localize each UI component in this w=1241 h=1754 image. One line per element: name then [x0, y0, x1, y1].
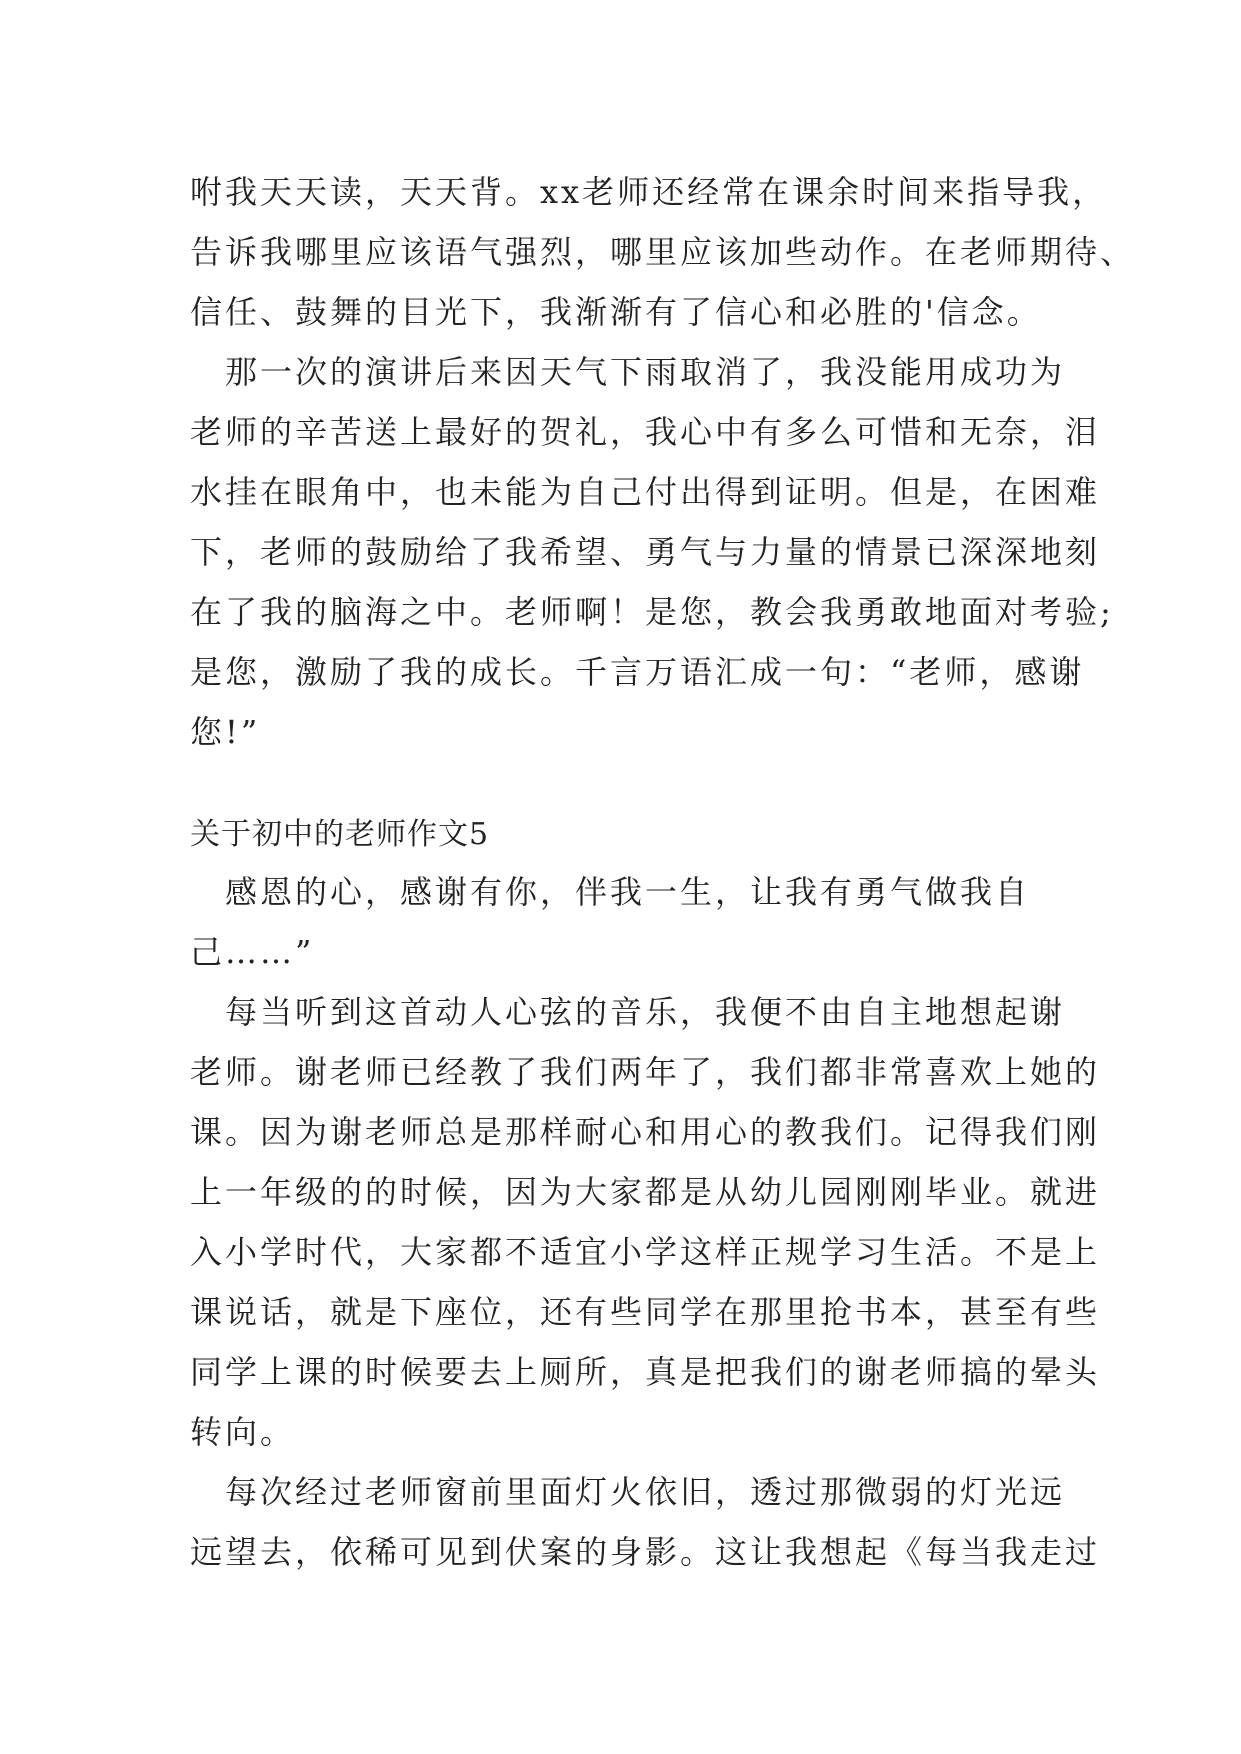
text-line: 告诉我哪里应该语气强烈，哪里应该加些动作。在老师期待、 [190, 233, 1136, 271]
text-line: 入小学时代，大家都不适宜小学这样正规学习生活。不是上 [190, 1233, 1101, 1271]
text-line: 感恩的心，感谢有你，伴我一生，让我有勇气做我自 [190, 873, 1031, 911]
text-line: 您!” [190, 713, 261, 751]
text-line: 每次经过老师窗前里面灯火依旧，透过那微弱的灯光远 [190, 1473, 1066, 1511]
text-line: 己……” [190, 933, 315, 971]
text-line: 转向。 [190, 1413, 296, 1451]
text-line: 每当听到这首动人心弦的音乐，我便不由自主地想起谢 [190, 993, 1066, 1031]
text-line: 上一年级的的时候，因为大家都是从幼儿园刚刚毕业。就进 [190, 1173, 1101, 1211]
text-line: 水挂在眼角中，也未能为自己付出得到证明。但是，在困难 [190, 473, 1101, 511]
text-line: 远望去，依稀可见到伏案的身影。这让我想起《每当我走过 [190, 1533, 1101, 1571]
text-line: 老师的辛苦送上最好的贺礼，我心中有多么可惜和无奈，泪 [190, 413, 1101, 451]
text-line: 课。因为谢老师总是那样耐心和用心的教我们。记得我们刚 [190, 1113, 1101, 1151]
text-line: 老师。谢老师已经教了我们两年了，我们都非常喜欢上她的 [190, 1053, 1101, 1091]
text-line: 课说话，就是下座位，还有些同学在那里抢书本，甚至有些 [190, 1293, 1101, 1331]
text-line: 是您，激励了我的成长。千言万语汇成一句：“老师，感谢 [190, 653, 1085, 691]
text-line: 那一次的演讲后来因天气下雨取消了，我没能用成功为 [190, 353, 1066, 391]
text-line: 咐我天天读，天天背。xx老师还经常在课余时间来指导我， [190, 173, 1108, 211]
section-heading: 关于初中的老师作文5 [190, 817, 490, 852]
text-line: 同学上课的时候要去上厕所，真是把我们的谢老师搞的晕头 [190, 1353, 1101, 1391]
text-line: 在了我的脑海之中。老师啊！是您，教会我勇敢地面对考验; [190, 593, 1114, 631]
text-line: 信任、鼓舞的目光下，我渐渐有了信心和必胜的'信念。 [190, 293, 1042, 331]
text-line: 下，老师的鼓励给了我希望、勇气与力量的情景已深深地刻 [190, 533, 1101, 571]
